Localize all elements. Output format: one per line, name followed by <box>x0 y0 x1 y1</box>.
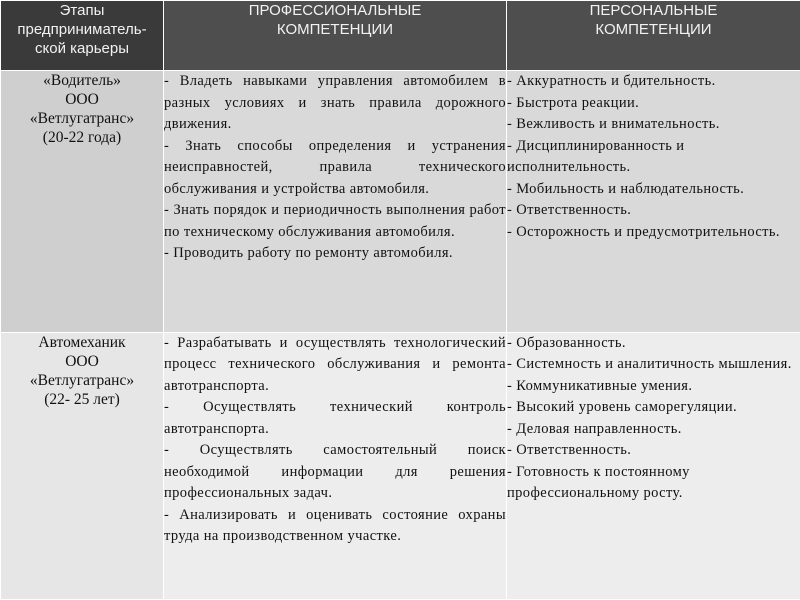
table-row <box>1 71 800 332</box>
stage-line: «Ветлугатранс» <box>29 110 135 128</box>
stage-cell <box>1 332 164 599</box>
personal-cell <box>507 71 800 332</box>
competency-item: - Осуществлять самостоятельный поиск необходимой информации для решения профессиональных задач. <box>164 442 506 502</box>
stage-line: (20-22 года) <box>42 129 122 147</box>
competency-item: - Ответственность. <box>507 442 632 459</box>
professional-cell <box>164 332 507 599</box>
professional-cell <box>164 71 507 332</box>
competency-item: - Проводить работу по ремонту автомобиля. <box>164 245 453 262</box>
header-line: ской карьеры <box>35 40 129 57</box>
stage-line: ООО <box>65 91 99 109</box>
competency-item: - Высокий уровень саморегуляции. <box>507 399 738 416</box>
competency-item: - Осторожность и предусмотрительность. <box>507 223 780 240</box>
competency-item: - Мобильность и наблюдательность. <box>507 180 745 197</box>
competency-item: - Аккуратность и бдительность. <box>507 73 716 90</box>
header-line: ПРОФЕССИОНАЛЬНЫЕ <box>248 2 422 19</box>
stage-line: Автомеханик <box>38 333 126 351</box>
stage-line: «Водитель» <box>43 72 121 90</box>
competency-item: - Дисциплинированность и исполнительность. <box>507 137 685 176</box>
competency-item: - Анализировать и оценивать состояние охраны труда на производственном участке. <box>164 506 506 545</box>
competency-item: - Вежливость и внимательность. <box>507 116 720 133</box>
header-line: ПЕРСОНАЛЬНЫЕ <box>589 2 718 19</box>
header-line: Этапы <box>59 2 105 19</box>
header-line: КОМПЕТЕНЦИИ <box>276 21 394 38</box>
header-line: предприниматель- <box>17 21 147 38</box>
stage-line: (22- 25 лет) <box>44 390 120 408</box>
personal-cell <box>507 332 800 599</box>
stage-line: ООО <box>65 352 99 370</box>
competency-item: - Коммуникативные умения. <box>507 377 693 394</box>
competency-item: - Деловая направленность. <box>507 420 682 437</box>
competency-item: - Знать порядок и периодичность выполнения работ по техническому обслуживания автомобиля. <box>164 202 506 240</box>
competency-item: - Системность и аналитичность мышления. <box>507 356 792 373</box>
header-professional <box>164 1 507 71</box>
header-line: КОМПЕТЕНЦИИ <box>595 21 712 38</box>
competency-item: - Разрабатывать и осуществлять технологический процесс технического обслуживания и ремонта автотранспорта. <box>164 334 506 394</box>
stage-cell <box>1 71 164 332</box>
header-personal <box>507 1 800 71</box>
competency-item: - Ответственность. <box>507 202 632 219</box>
table-row <box>1 332 800 599</box>
competency-item: - Образованность. <box>507 334 626 351</box>
header-row <box>1 1 800 71</box>
stage-line: «Ветлугатранс» <box>29 371 135 389</box>
competency-item: - Готовность к постоянному профессиональному росту. <box>507 463 690 502</box>
competency-item: - Знать способы определения и устранения неисправностей, правила технического обслуживания и устройства автомобиля. <box>164 137 506 197</box>
competency-item: - Осуществлять технический контроль автотранспорта. <box>164 399 506 437</box>
header-career-stages <box>1 1 164 71</box>
competency-item: - Владеть навыками управления автомобилем в разных условиях и знать правила дорожного движения. <box>164 73 506 133</box>
competency-item: - Быстрота реакции. <box>507 94 640 111</box>
